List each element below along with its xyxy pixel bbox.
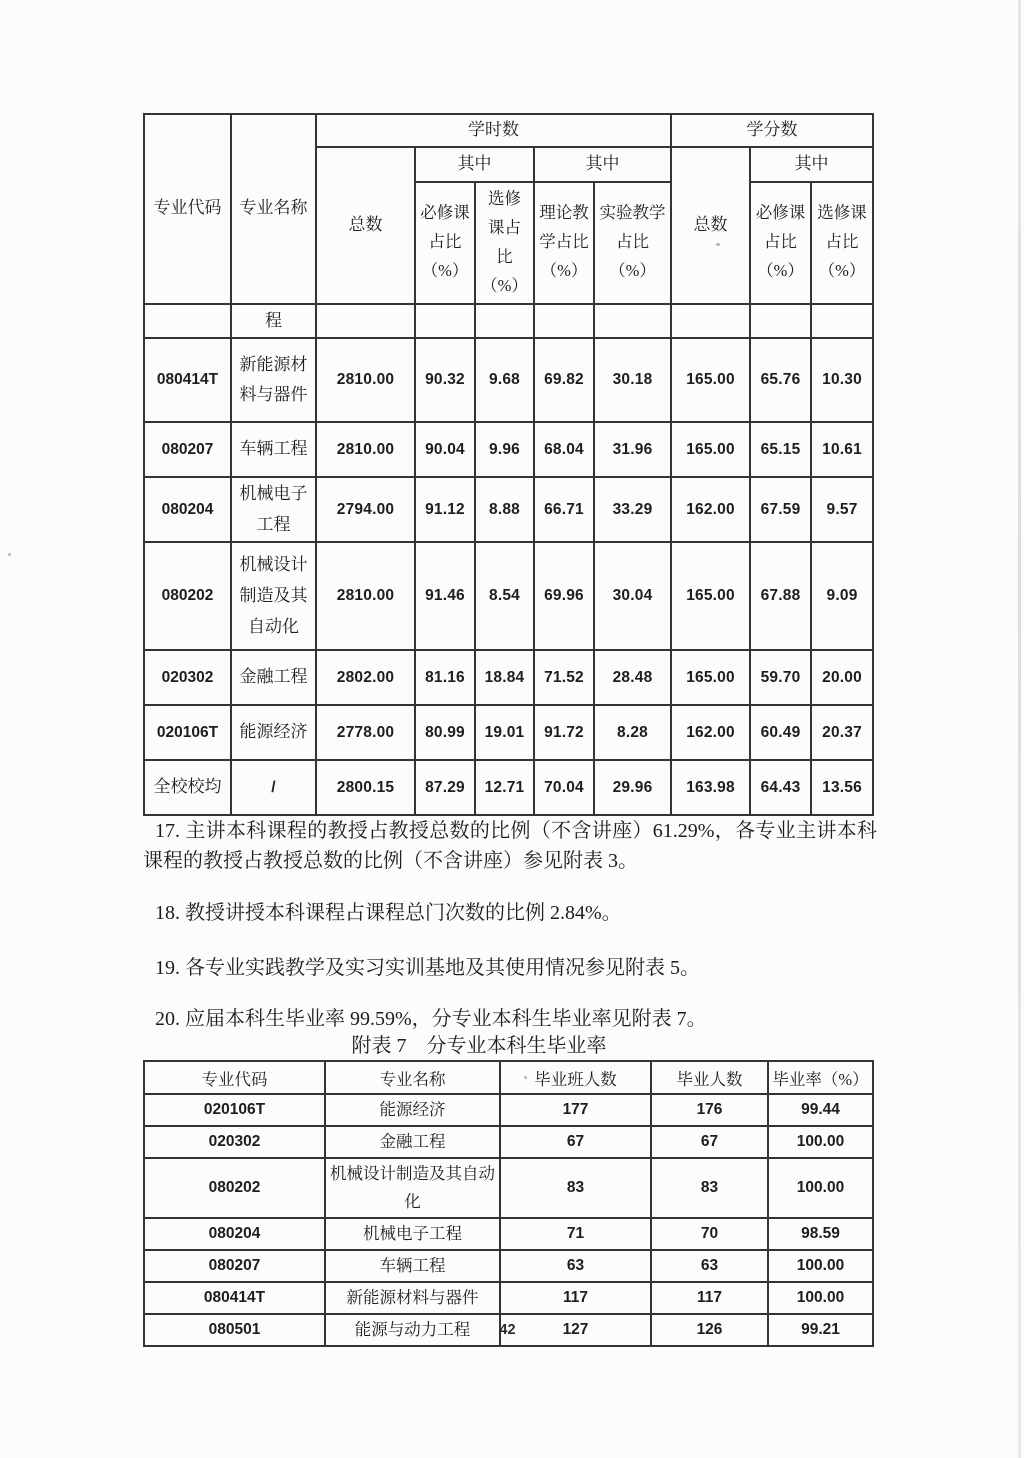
table-row: [144, 422, 873, 477]
major-code-cell: 080202: [144, 1158, 325, 1218]
major-name-cell: 机械电子工程: [231, 477, 316, 542]
table-cell: 100.00: [768, 1158, 873, 1218]
table-cell: 30.18: [594, 338, 671, 422]
table-cell: 8.54: [475, 542, 534, 650]
table-cell: 67.88: [750, 542, 811, 650]
col-subgroup-among: 其中: [534, 147, 671, 182]
major-name-cell: 能源与动力工程: [325, 1314, 500, 1346]
table-cell: [811, 304, 873, 339]
table-cell: 66.71: [534, 477, 594, 542]
table-cell: 91.46: [415, 542, 475, 650]
table-cell: 8.88: [475, 477, 534, 542]
major-code-cell: 020106T: [144, 705, 231, 760]
table-cell: 28.48: [594, 650, 671, 705]
table-cell: 91.12: [415, 477, 475, 542]
table-cell: [594, 304, 671, 339]
table-cell: 65.76: [750, 338, 811, 422]
col-header-grad-class-count: 毕业班人数: [500, 1061, 651, 1094]
table-cell: 69.82: [534, 338, 594, 422]
table-cell: 117: [500, 1282, 651, 1314]
col-header-credits-total: 总数: [671, 147, 750, 304]
major-name-cell: 新能源材料与器件: [231, 338, 316, 422]
table-cell: 20.37: [811, 705, 873, 760]
major-name-cell: 车辆工程: [231, 422, 316, 477]
table-row: [144, 542, 873, 650]
table-cell: 165.00: [671, 542, 750, 650]
table-cell: 83: [651, 1158, 768, 1218]
appendix-table-title: 附表 7 分专业本科生毕业率: [351, 1035, 607, 1057]
table-cell: [475, 304, 534, 339]
table-cell: 29.96: [594, 760, 671, 815]
table-cell: 81.16: [415, 650, 475, 705]
table-cell: 70.04: [534, 760, 594, 815]
table-cell: 127: [500, 1314, 651, 1346]
major-name-cell: 能源经济: [325, 1094, 500, 1126]
col-header-theory-ratio: 理论教学占比（%）: [534, 182, 594, 304]
table-cell: 10.61: [811, 422, 873, 477]
table-cell: 91.72: [534, 705, 594, 760]
table-cell: 20.00: [811, 650, 873, 705]
paragraph-17: 17. 主讲本科课程的教授占教授总数的比例（不含讲座）61.29%，各专业主讲本科课程的教授占教授总数的比例（不含讲座）参见附表 3。: [143, 820, 877, 872]
major-name-cell: 机械设计制造及其自动化: [231, 542, 316, 650]
table-cell: 99.44: [768, 1094, 873, 1126]
table-cell: 8.28: [594, 705, 671, 760]
major-name-cell: 金融工程: [231, 650, 316, 705]
table-cell: 80.99: [415, 705, 475, 760]
table-cell: 98.59: [768, 1218, 873, 1250]
table-cell: 59.70: [750, 650, 811, 705]
table-cell: 63: [500, 1250, 651, 1282]
table-cell: 70: [651, 1218, 768, 1250]
table-cell: 10.30: [811, 338, 873, 422]
table-row: [144, 1218, 873, 1250]
table-cell: 12.71: [475, 760, 534, 815]
col-group-credits: 学分数: [671, 114, 873, 147]
table-cell: 65.15: [750, 422, 811, 477]
table-cell: 83: [500, 1158, 651, 1218]
table-row: [144, 1250, 873, 1282]
table-cell: 2800.15: [316, 760, 415, 815]
table-cell: 90.04: [415, 422, 475, 477]
scan-speck: [8, 553, 11, 556]
paragraph-18: 18. 教授讲授本科课程占课程总门次数的比例 2.84%。: [155, 902, 622, 924]
table-cell: 100.00: [768, 1250, 873, 1282]
table-cell: 100.00: [768, 1126, 873, 1158]
table-cell: 2810.00: [316, 422, 415, 477]
table-cell: 163.98: [671, 760, 750, 815]
paragraph-20: 20. 应届本科生毕业率 99.59%，分专业本科生毕业率见附表 7。: [155, 1008, 707, 1030]
col-header-elective-ratio: 选修课占比（%）: [475, 182, 534, 304]
major-code-cell: 020302: [144, 650, 231, 705]
table-cell: 71: [500, 1218, 651, 1250]
col-header-major-name: 专业名称: [325, 1061, 500, 1094]
page-number: 42: [499, 1322, 516, 1338]
table-cell: 18.84: [475, 650, 534, 705]
major-name-cell: 程: [231, 304, 316, 339]
major-name-cell: 能源经济: [231, 705, 316, 760]
major-name-cell: /: [231, 760, 316, 815]
col-header-experiment-ratio: 实验教学占比（%）: [594, 182, 671, 304]
table-row: [144, 1126, 873, 1158]
table-cell: 67: [500, 1126, 651, 1158]
table-cell: 177: [500, 1094, 651, 1126]
table-row: [144, 1282, 873, 1314]
table-cell: 9.57: [811, 477, 873, 542]
table-row: [144, 705, 873, 760]
table-cell: 68.04: [534, 422, 594, 477]
table-cell: 69.96: [534, 542, 594, 650]
table-cell: 165.00: [671, 650, 750, 705]
major-code-cell: 080207: [144, 422, 231, 477]
major-code-cell: [144, 304, 231, 339]
major-code-cell: 全校校均: [144, 760, 231, 815]
table-row: [144, 760, 873, 815]
scan-edge-shadow: [1018, 0, 1021, 1458]
major-code-cell: 020302: [144, 1126, 325, 1158]
col-header-required-ratio: 必修课占比（%）: [415, 182, 475, 304]
table-cell: 64.43: [750, 760, 811, 815]
table-cell: [415, 304, 475, 339]
table-cell: 117: [651, 1282, 768, 1314]
table-cell: 87.29: [415, 760, 475, 815]
table-cell: 126: [651, 1314, 768, 1346]
table-row: [144, 1094, 873, 1126]
paragraph-19: 19. 各专业实践教学及实习实训基地及其使用情况参见附表 5。: [155, 957, 700, 979]
table-cell: 9.96: [475, 422, 534, 477]
table-cell: 9.09: [811, 542, 873, 650]
table-cell: 63: [651, 1250, 768, 1282]
table-cell: [316, 304, 415, 339]
table-cell: [750, 304, 811, 339]
table-cell: 162.00: [671, 705, 750, 760]
col-header-hours-total: 总数: [316, 147, 415, 304]
table-cell: 31.96: [594, 422, 671, 477]
table-row: [144, 650, 873, 705]
table-cell: 90.32: [415, 338, 475, 422]
table-cell: 165.00: [671, 422, 750, 477]
major-name-cell: 车辆工程: [325, 1250, 500, 1282]
col-group-hours: 学时数: [316, 114, 671, 147]
table-cell: 2778.00: [316, 705, 415, 760]
table-cell: [534, 304, 594, 339]
col-header-major-code: 专业代码: [144, 1061, 325, 1094]
major-name-cell: 机械设计制造及其自动化: [325, 1158, 500, 1218]
major-code-cell: 080207: [144, 1250, 325, 1282]
table-cell: 2802.00: [316, 650, 415, 705]
major-code-cell: 080414T: [144, 338, 231, 422]
major-code-cell: 080204: [144, 477, 231, 542]
col-header-major-code: 专业代码: [144, 114, 231, 304]
table-cell: 19.01: [475, 705, 534, 760]
col-header-major-name: 专业名称: [231, 114, 316, 304]
curriculum-hours-credits-table: [143, 113, 874, 816]
table-cell: 99.21: [768, 1314, 873, 1346]
table-cell: 33.29: [594, 477, 671, 542]
table-row: [144, 477, 873, 542]
table-cell: 100.00: [768, 1282, 873, 1314]
major-name-cell: 机械电子工程: [325, 1218, 500, 1250]
table-cell: 13.56: [811, 760, 873, 815]
graduation-rate-table: [143, 1060, 874, 1347]
table-cell: 2810.00: [316, 542, 415, 650]
col-subgroup-among: 其中: [415, 147, 534, 182]
major-code-cell: 080202: [144, 542, 231, 650]
major-name-cell: 新能源材料与器件: [325, 1282, 500, 1314]
table-cell: 2794.00: [316, 477, 415, 542]
table-cell: 60.49: [750, 705, 811, 760]
table-cell: 176: [651, 1094, 768, 1126]
major-code-cell: 080501: [144, 1314, 325, 1346]
major-code-cell: 080204: [144, 1218, 325, 1250]
table-row: [144, 304, 873, 339]
table-cell: 30.04: [594, 542, 671, 650]
table-cell: 165.00: [671, 338, 750, 422]
table-cell: 67: [651, 1126, 768, 1158]
table-row: [144, 1158, 873, 1218]
col-subgroup-among: 其中: [750, 147, 873, 182]
table-cell: 71.52: [534, 650, 594, 705]
table-cell: 162.00: [671, 477, 750, 542]
major-name-cell: 金融工程: [325, 1126, 500, 1158]
col-header-elective-ratio: 选修课占比（%）: [811, 182, 873, 304]
major-code-cell: 080414T: [144, 1282, 325, 1314]
major-code-cell: 020106T: [144, 1094, 325, 1126]
table-cell: 2810.00: [316, 338, 415, 422]
col-header-grad-rate: 毕业率（%）: [768, 1061, 873, 1094]
table-cell: [671, 304, 750, 339]
table-row: [144, 338, 873, 422]
col-header-grad-count: 毕业人数: [651, 1061, 768, 1094]
table-cell: 67.59: [750, 477, 811, 542]
table-cell: 9.68: [475, 338, 534, 422]
col-header-required-ratio: 必修课占比（%）: [750, 182, 811, 304]
